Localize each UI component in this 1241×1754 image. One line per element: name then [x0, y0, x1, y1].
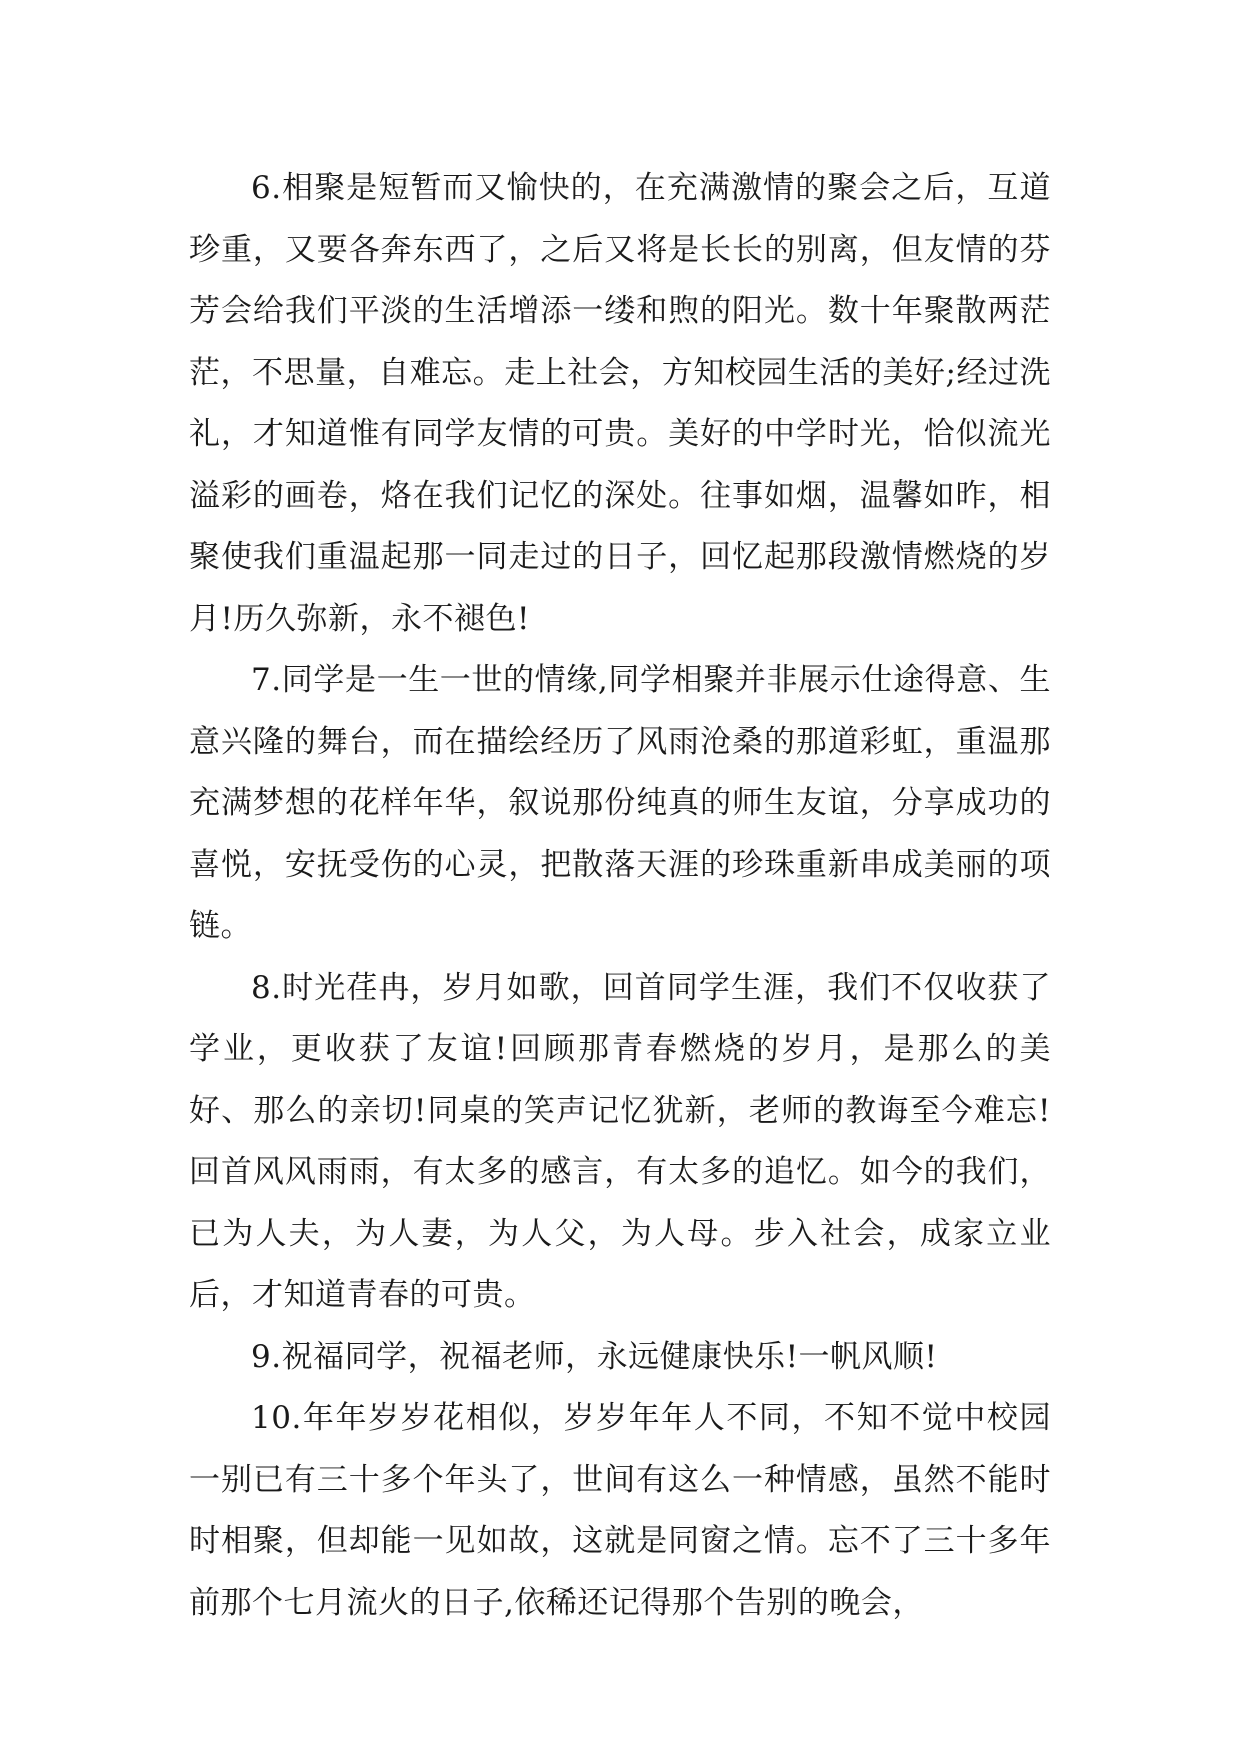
paragraph-7: 7.同学是一生一世的情缘,同学相聚并非展示仕途得意、生意兴隆的舞台，而在描绘经历了风雨沧桑的那道彩虹，重温那充满梦想的花样年华，叙说那份纯真的师生友谊，分享成功的喜悦，安抚受伤的心灵，把散落天涯的珍珠重新串成美丽的项链。: [189, 662, 1051, 944]
paragraph-9: 9.祝福同学，祝福老师，永远健康快乐!一帆风顺!: [251, 1338, 938, 1375]
paragraph-6: 6.相聚是短暂而又愉快的，在充满激情的聚会之后，互道珍重，又要各奔东西了，之后又将是长长的别离，但友情的芬芳会给我们平淡的生活增添一缕和煦的阳光。数十年聚散两茫茫，不思量，自难忘。走上社会，方知校园生活的美好;经过洗礼，才知道惟有同学友情的可贵。美好的中学时光，恰似流光溢彩的画卷，烙在我们记忆的深处。往事如烟，温馨如昨，相聚使我们重温起那一同走过的日子，回忆起那段激情燃烧的岁月!历久弥新，永不褪色!: [189, 170, 1051, 637]
paragraph-10: 10.年年岁岁花相似，岁岁年年人不同，不知不觉中校园一别已有三十多个年头了，世间有这么一种情感，虽然不能时时相聚，但却能一见如故，这就是同窗之情。忘不了三十多年前那个七月流火的日子,依稀还记得那个告别的晚会，: [189, 1400, 1051, 1621]
paragraph-8: 8.时光荏冉，岁月如歌，回首同学生涯，我们不仅收获了学业，更收获了友谊!回顾那青春燃烧的岁月，是那么的美好、那么的亲切!同桌的笑声记忆犹新，老师的教诲至今难忘!回首风风雨雨，有太多的感言，有太多的追忆。如今的我们，已为人夫，为人妻，为人父，为人母。步入社会，成家立业后，才知道青春的可贵。: [189, 969, 1051, 1313]
document-page: [189, 158, 1051, 1634]
